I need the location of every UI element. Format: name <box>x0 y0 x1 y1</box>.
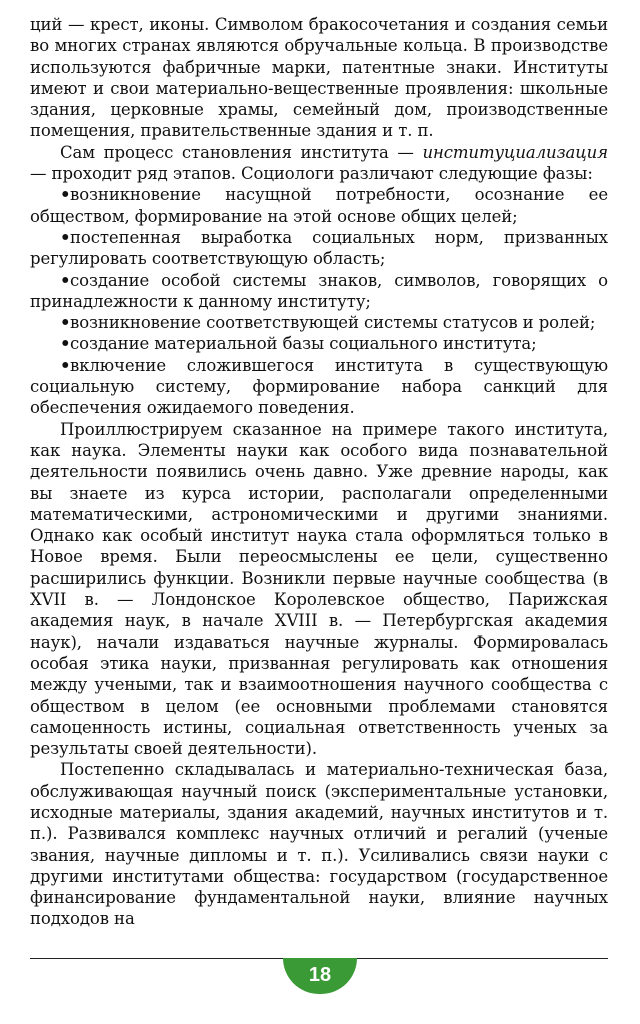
paragraph-text: Сам процесс становления института — <box>60 142 423 162</box>
bullet-icon: • <box>60 270 71 290</box>
list-item-text: возникновение насущной потребности, осознание ее обществом, формирование на этой основе общих целей; <box>30 185 608 226</box>
list-item-text: создание материальной базы социального института; <box>70 334 537 354</box>
bullet-icon: • <box>60 334 71 354</box>
paragraph-text: — проходит ряд этапов. Социологи различают следующие фазы: <box>30 164 593 184</box>
term-institutionalization: институциализация <box>422 142 608 162</box>
list-item-text: создание особой системы знаков, символов, говорящих о принадлежности к данному институту; <box>30 270 608 311</box>
list-item-text: возникновение соответствующей системы статусов и ролей; <box>70 313 596 333</box>
list-item <box>30 270 608 313</box>
paragraph-institutionalization <box>30 142 608 185</box>
page-number-badge <box>283 958 357 994</box>
page-body-text <box>30 14 608 930</box>
list-item <box>30 227 608 270</box>
page-number: 18 <box>308 963 332 986</box>
list-item <box>30 312 608 333</box>
paragraph-science-example: Проиллюстрируем сказанное на примере такого института, как наука. Элементы науки как особого вида познавательной деятельности появились очень давно. Уже древние народы, как вы знаете из курса истории, располагали определенными математическими, астрономическими и другими знаниями. Однако как особый институт наука стала оформляться только в Новое время. Были переосмыслены ее цели, существенно расширились функции. Возникли первые научные сообщества (в XVII в. — Лондонское Королевское общество, Парижская академия наук, в начале XVIII в. — Петербургская академия наук), начали издаваться научные журналы. Формировалась особая этика науки, призванная регулировать как отношения между учеными, так и взаимоотношения научного сообщества с обществом в целом (ее основными проблемами становятся самоценность истины, социальная ответственность ученых за результаты своей деятельности). <box>30 419 608 759</box>
list-item <box>30 184 608 227</box>
paragraph-material-base: Постепенно складывалась и материально-техническая база, обслуживающая научный поиск (экспериментальные установки, исходные материалы, здания академий, научных институтов и т. п.). Развивался комплекс научных отличий и регалий (ученые звания, научные дипломы и т. п.). Усиливались связи науки с другими институтами общества: государством (государственное финансирование фундаментальной науки, влияние научных подходов на <box>30 760 608 929</box>
list-item-text: постепенная выработка социальных норм, призванных регулировать соответствующую область; <box>30 227 608 269</box>
bullet-icon: • <box>60 227 71 247</box>
paragraph-continued: ций — крест, иконы. Символом бракосочетания и создания семьи во многих странах являются обручальные кольца. В производстве используются фабричные марки, патентные знаки. Институты имеют и свои материально-вещественные проявления: школьные здания, церковные храмы, семейный дом, производственные помещения, правительственные здания и т. п. <box>30 15 608 141</box>
bullet-icon: • <box>60 313 71 333</box>
list-item-text: включение сложившегося института в существующую социальную систему, формирование набора санкций для обеспечения ожидаемого поведения. <box>30 355 608 418</box>
bullet-icon: • <box>60 185 71 205</box>
bullet-icon: • <box>60 355 71 375</box>
list-item <box>30 355 608 419</box>
list-item <box>30 333 608 354</box>
